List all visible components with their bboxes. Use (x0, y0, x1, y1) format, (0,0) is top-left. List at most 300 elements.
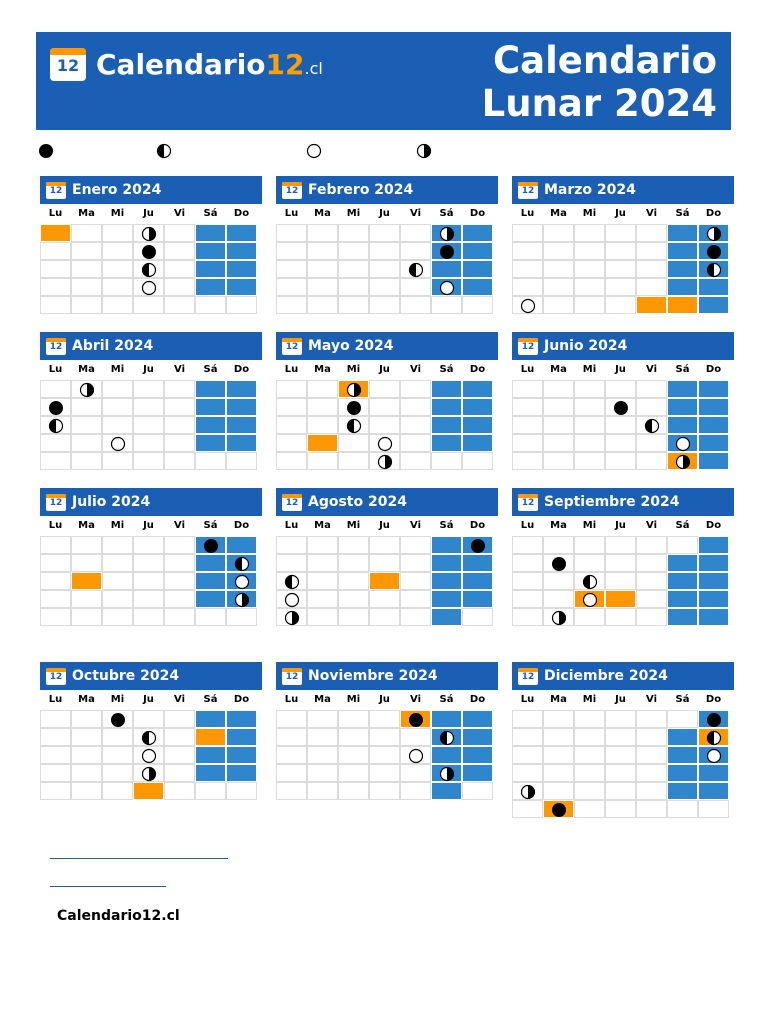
day-cell[interactable] (400, 590, 431, 608)
day-cell[interactable] (462, 452, 493, 470)
day-cell[interactable] (605, 416, 636, 434)
day-cell[interactable] (71, 746, 102, 764)
day-cell[interactable] (338, 608, 369, 626)
day-cell[interactable] (71, 710, 102, 728)
day-cell[interactable] (636, 800, 667, 818)
day-cell[interactable] (133, 590, 164, 608)
day-cell[interactable] (462, 710, 493, 728)
day-cell[interactable] (40, 398, 71, 416)
day-cell[interactable] (133, 608, 164, 626)
day-cell[interactable] (133, 278, 164, 296)
day-cell[interactable] (71, 728, 102, 746)
day-cell[interactable] (226, 536, 257, 554)
day-cell[interactable] (667, 728, 698, 746)
day-cell[interactable] (512, 242, 543, 260)
day-cell[interactable] (226, 260, 257, 278)
day-cell[interactable] (164, 782, 195, 800)
day-cell[interactable] (195, 398, 226, 416)
day-cell[interactable] (543, 536, 574, 554)
day-cell[interactable] (543, 380, 574, 398)
day-cell[interactable] (512, 764, 543, 782)
day-cell[interactable] (164, 710, 195, 728)
day-cell[interactable] (667, 434, 698, 452)
day-cell[interactable] (369, 380, 400, 398)
day-cell[interactable] (462, 590, 493, 608)
day-cell[interactable] (636, 416, 667, 434)
day-cell[interactable] (543, 434, 574, 452)
day-cell[interactable] (338, 398, 369, 416)
day-cell[interactable] (338, 260, 369, 278)
day-cell[interactable] (574, 782, 605, 800)
day-cell[interactable] (164, 296, 195, 314)
day-cell[interactable] (698, 764, 729, 782)
day-cell[interactable] (276, 434, 307, 452)
day-cell[interactable] (164, 260, 195, 278)
day-cell[interactable] (605, 710, 636, 728)
day-cell[interactable] (40, 590, 71, 608)
day-cell[interactable] (574, 242, 605, 260)
day-cell[interactable] (40, 536, 71, 554)
day-cell[interactable] (369, 590, 400, 608)
day-cell[interactable] (338, 572, 369, 590)
day-cell[interactable] (338, 452, 369, 470)
day-cell[interactable] (400, 242, 431, 260)
day-cell[interactable] (226, 278, 257, 296)
day-cell[interactable] (543, 398, 574, 416)
month-title[interactable] (276, 488, 498, 516)
day-cell[interactable] (636, 554, 667, 572)
day-cell[interactable] (636, 398, 667, 416)
day-cell[interactable] (133, 242, 164, 260)
day-cell[interactable] (369, 296, 400, 314)
day-cell[interactable] (512, 398, 543, 416)
day-cell[interactable] (307, 296, 338, 314)
day-cell[interactable] (667, 554, 698, 572)
day-cell[interactable] (512, 416, 543, 434)
day-cell[interactable] (195, 710, 226, 728)
day-cell[interactable] (307, 416, 338, 434)
day-cell[interactable] (226, 398, 257, 416)
day-cell[interactable] (226, 434, 257, 452)
day-cell[interactable] (400, 296, 431, 314)
day-cell[interactable] (512, 590, 543, 608)
day-cell[interactable] (605, 764, 636, 782)
day-cell[interactable] (102, 764, 133, 782)
day-cell[interactable] (667, 710, 698, 728)
day-cell[interactable] (71, 608, 102, 626)
day-cell[interactable] (431, 452, 462, 470)
day-cell[interactable] (71, 590, 102, 608)
day-cell[interactable] (543, 296, 574, 314)
day-cell[interactable] (667, 260, 698, 278)
day-cell[interactable] (698, 380, 729, 398)
day-cell[interactable] (698, 242, 729, 260)
day-cell[interactable] (698, 572, 729, 590)
day-cell[interactable] (431, 398, 462, 416)
day-cell[interactable] (102, 572, 133, 590)
day-cell[interactable] (276, 452, 307, 470)
day-cell[interactable] (369, 434, 400, 452)
day-cell[interactable] (636, 242, 667, 260)
day-cell[interactable] (307, 764, 338, 782)
day-cell[interactable] (40, 278, 71, 296)
day-cell[interactable] (307, 242, 338, 260)
day-cell[interactable] (195, 380, 226, 398)
day-cell[interactable] (226, 710, 257, 728)
month-title[interactable] (512, 662, 734, 690)
day-cell[interactable] (543, 572, 574, 590)
day-cell[interactable] (462, 224, 493, 242)
day-cell[interactable] (698, 608, 729, 626)
day-cell[interactable] (195, 278, 226, 296)
day-cell[interactable] (512, 296, 543, 314)
day-cell[interactable] (71, 278, 102, 296)
day-cell[interactable] (276, 746, 307, 764)
day-cell[interactable] (369, 728, 400, 746)
day-cell[interactable] (71, 554, 102, 572)
day-cell[interactable] (133, 536, 164, 554)
day-cell[interactable] (605, 380, 636, 398)
day-cell[interactable] (431, 590, 462, 608)
day-cell[interactable] (307, 710, 338, 728)
day-cell[interactable] (133, 710, 164, 728)
day-cell[interactable] (543, 554, 574, 572)
day-cell[interactable] (698, 278, 729, 296)
day-cell[interactable] (307, 590, 338, 608)
day-cell[interactable] (512, 710, 543, 728)
day-cell[interactable] (543, 764, 574, 782)
day-cell[interactable] (276, 242, 307, 260)
day-cell[interactable] (195, 296, 226, 314)
day-cell[interactable] (369, 452, 400, 470)
day-cell[interactable] (698, 746, 729, 764)
day-cell[interactable] (102, 380, 133, 398)
day-cell[interactable] (574, 764, 605, 782)
day-cell[interactable] (276, 398, 307, 416)
day-cell[interactable] (605, 782, 636, 800)
day-cell[interactable] (462, 416, 493, 434)
day-cell[interactable] (512, 452, 543, 470)
day-cell[interactable] (431, 746, 462, 764)
day-cell[interactable] (400, 572, 431, 590)
day-cell[interactable] (369, 260, 400, 278)
day-cell[interactable] (307, 224, 338, 242)
day-cell[interactable] (605, 242, 636, 260)
day-cell[interactable] (605, 800, 636, 818)
day-cell[interactable] (71, 782, 102, 800)
day-cell[interactable] (276, 554, 307, 572)
day-cell[interactable] (40, 416, 71, 434)
day-cell[interactable] (400, 416, 431, 434)
day-cell[interactable] (369, 242, 400, 260)
day-cell[interactable] (667, 224, 698, 242)
month-title[interactable] (40, 488, 262, 516)
day-cell[interactable] (462, 278, 493, 296)
day-cell[interactable] (667, 764, 698, 782)
day-cell[interactable] (195, 224, 226, 242)
holiday-cell[interactable] (400, 710, 431, 728)
footer-link-line[interactable] (50, 886, 166, 887)
holiday-cell[interactable] (338, 380, 369, 398)
day-cell[interactable] (431, 242, 462, 260)
day-cell[interactable] (512, 260, 543, 278)
day-cell[interactable] (338, 434, 369, 452)
day-cell[interactable] (338, 746, 369, 764)
day-cell[interactable] (543, 242, 574, 260)
day-cell[interactable] (462, 608, 493, 626)
day-cell[interactable] (226, 590, 257, 608)
holiday-cell[interactable] (133, 782, 164, 800)
day-cell[interactable] (431, 782, 462, 800)
day-cell[interactable] (605, 224, 636, 242)
day-cell[interactable] (40, 572, 71, 590)
day-cell[interactable] (431, 572, 462, 590)
day-cell[interactable] (698, 434, 729, 452)
day-cell[interactable] (307, 782, 338, 800)
day-cell[interactable] (338, 224, 369, 242)
day-cell[interactable] (605, 554, 636, 572)
day-cell[interactable] (400, 554, 431, 572)
day-cell[interactable] (605, 278, 636, 296)
day-cell[interactable] (71, 452, 102, 470)
day-cell[interactable] (400, 746, 431, 764)
day-cell[interactable] (605, 296, 636, 314)
day-cell[interactable] (102, 554, 133, 572)
day-cell[interactable] (71, 296, 102, 314)
day-cell[interactable] (431, 728, 462, 746)
day-cell[interactable] (636, 782, 667, 800)
day-cell[interactable] (133, 746, 164, 764)
day-cell[interactable] (667, 536, 698, 554)
day-cell[interactable] (276, 710, 307, 728)
day-cell[interactable] (605, 398, 636, 416)
day-cell[interactable] (636, 380, 667, 398)
day-cell[interactable] (512, 608, 543, 626)
day-cell[interactable] (195, 260, 226, 278)
day-cell[interactable] (40, 764, 71, 782)
day-cell[interactable] (431, 536, 462, 554)
day-cell[interactable] (102, 398, 133, 416)
day-cell[interactable] (102, 452, 133, 470)
day-cell[interactable] (102, 710, 133, 728)
day-cell[interactable] (698, 590, 729, 608)
day-cell[interactable] (462, 782, 493, 800)
day-cell[interactable] (195, 452, 226, 470)
day-cell[interactable] (164, 380, 195, 398)
day-cell[interactable] (133, 434, 164, 452)
day-cell[interactable] (40, 296, 71, 314)
day-cell[interactable] (543, 590, 574, 608)
day-cell[interactable] (338, 278, 369, 296)
day-cell[interactable] (400, 380, 431, 398)
day-cell[interactable] (574, 710, 605, 728)
day-cell[interactable] (164, 608, 195, 626)
day-cell[interactable] (71, 380, 102, 398)
day-cell[interactable] (307, 380, 338, 398)
month-title[interactable] (276, 662, 498, 690)
day-cell[interactable] (605, 260, 636, 278)
day-cell[interactable] (400, 278, 431, 296)
day-cell[interactable] (400, 782, 431, 800)
day-cell[interactable] (512, 224, 543, 242)
day-cell[interactable] (276, 380, 307, 398)
holiday-cell[interactable] (307, 434, 338, 452)
day-cell[interactable] (574, 296, 605, 314)
footer-link-line[interactable] (50, 858, 228, 859)
day-cell[interactable] (40, 782, 71, 800)
day-cell[interactable] (698, 536, 729, 554)
day-cell[interactable] (195, 416, 226, 434)
day-cell[interactable] (574, 746, 605, 764)
day-cell[interactable] (698, 416, 729, 434)
day-cell[interactable] (369, 536, 400, 554)
day-cell[interactable] (462, 242, 493, 260)
day-cell[interactable] (636, 590, 667, 608)
day-cell[interactable] (574, 554, 605, 572)
day-cell[interactable] (40, 554, 71, 572)
day-cell[interactable] (276, 572, 307, 590)
day-cell[interactable] (133, 224, 164, 242)
day-cell[interactable] (307, 728, 338, 746)
day-cell[interactable] (462, 398, 493, 416)
day-cell[interactable] (226, 608, 257, 626)
month-title[interactable] (40, 176, 262, 204)
day-cell[interactable] (636, 278, 667, 296)
day-cell[interactable] (400, 398, 431, 416)
holiday-cell[interactable] (636, 296, 667, 314)
day-cell[interactable] (307, 260, 338, 278)
day-cell[interactable] (164, 746, 195, 764)
day-cell[interactable] (226, 572, 257, 590)
day-cell[interactable] (605, 608, 636, 626)
day-cell[interactable] (102, 224, 133, 242)
day-cell[interactable] (512, 536, 543, 554)
day-cell[interactable] (636, 224, 667, 242)
day-cell[interactable] (636, 536, 667, 554)
day-cell[interactable] (574, 224, 605, 242)
day-cell[interactable] (195, 434, 226, 452)
day-cell[interactable] (40, 746, 71, 764)
day-cell[interactable] (338, 710, 369, 728)
day-cell[interactable] (226, 554, 257, 572)
day-cell[interactable] (133, 296, 164, 314)
day-cell[interactable] (307, 746, 338, 764)
day-cell[interactable] (133, 452, 164, 470)
day-cell[interactable] (102, 260, 133, 278)
day-cell[interactable] (338, 296, 369, 314)
day-cell[interactable] (431, 554, 462, 572)
day-cell[interactable] (667, 782, 698, 800)
day-cell[interactable] (276, 608, 307, 626)
day-cell[interactable] (462, 434, 493, 452)
day-cell[interactable] (307, 398, 338, 416)
day-cell[interactable] (605, 746, 636, 764)
day-cell[interactable] (698, 224, 729, 242)
day-cell[interactable] (574, 380, 605, 398)
holiday-cell[interactable] (543, 800, 574, 818)
day-cell[interactable] (605, 572, 636, 590)
day-cell[interactable] (164, 536, 195, 554)
day-cell[interactable] (102, 296, 133, 314)
day-cell[interactable] (574, 416, 605, 434)
day-cell[interactable] (431, 608, 462, 626)
day-cell[interactable] (226, 764, 257, 782)
holiday-cell[interactable] (698, 728, 729, 746)
day-cell[interactable] (133, 416, 164, 434)
day-cell[interactable] (133, 572, 164, 590)
day-cell[interactable] (40, 434, 71, 452)
day-cell[interactable] (431, 224, 462, 242)
day-cell[interactable] (164, 278, 195, 296)
day-cell[interactable] (462, 554, 493, 572)
day-cell[interactable] (40, 452, 71, 470)
day-cell[interactable] (369, 278, 400, 296)
day-cell[interactable] (226, 416, 257, 434)
day-cell[interactable] (431, 434, 462, 452)
day-cell[interactable] (195, 608, 226, 626)
day-cell[interactable] (71, 398, 102, 416)
day-cell[interactable] (543, 224, 574, 242)
day-cell[interactable] (338, 782, 369, 800)
day-cell[interactable] (574, 434, 605, 452)
holiday-cell[interactable] (195, 728, 226, 746)
day-cell[interactable] (338, 764, 369, 782)
day-cell[interactable] (164, 572, 195, 590)
day-cell[interactable] (574, 728, 605, 746)
day-cell[interactable] (102, 278, 133, 296)
day-cell[interactable] (226, 728, 257, 746)
day-cell[interactable] (338, 554, 369, 572)
day-cell[interactable] (164, 590, 195, 608)
day-cell[interactable] (574, 398, 605, 416)
day-cell[interactable] (431, 416, 462, 434)
day-cell[interactable] (338, 728, 369, 746)
day-cell[interactable] (133, 764, 164, 782)
day-cell[interactable] (543, 608, 574, 626)
day-cell[interactable] (133, 260, 164, 278)
day-cell[interactable] (400, 434, 431, 452)
day-cell[interactable] (71, 224, 102, 242)
day-cell[interactable] (574, 608, 605, 626)
day-cell[interactable] (636, 572, 667, 590)
month-title[interactable] (40, 662, 262, 690)
day-cell[interactable] (102, 782, 133, 800)
day-cell[interactable] (698, 398, 729, 416)
day-cell[interactable] (71, 260, 102, 278)
day-cell[interactable] (512, 572, 543, 590)
day-cell[interactable] (164, 434, 195, 452)
day-cell[interactable] (164, 242, 195, 260)
day-cell[interactable] (226, 296, 257, 314)
day-cell[interactable] (369, 554, 400, 572)
day-cell[interactable] (667, 242, 698, 260)
day-cell[interactable] (543, 728, 574, 746)
day-cell[interactable] (71, 434, 102, 452)
day-cell[interactable] (226, 452, 257, 470)
month-title[interactable] (276, 176, 498, 204)
day-cell[interactable] (338, 536, 369, 554)
month-title[interactable] (512, 332, 734, 360)
day-cell[interactable] (133, 380, 164, 398)
day-cell[interactable] (574, 278, 605, 296)
holiday-cell[interactable] (667, 296, 698, 314)
month-title[interactable] (40, 332, 262, 360)
site-logo[interactable] (50, 48, 323, 81)
holiday-cell[interactable] (71, 572, 102, 590)
day-cell[interactable] (276, 590, 307, 608)
day-cell[interactable] (400, 728, 431, 746)
day-cell[interactable] (431, 380, 462, 398)
